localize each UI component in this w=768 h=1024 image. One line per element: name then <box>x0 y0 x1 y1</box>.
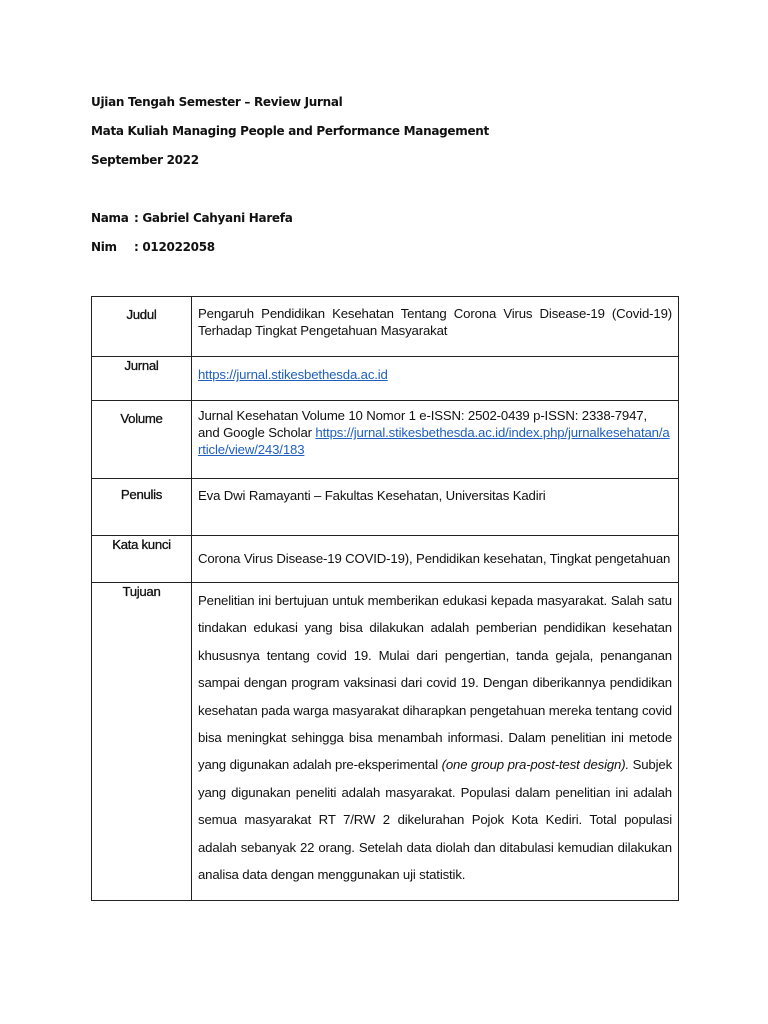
jurnal-value <box>192 357 679 401</box>
volume-text: Jurnal Kesehatan Volume 10 Nomor 1 e-ISSN: 2502-0439 p-ISSN: 2338-7947, and Google Scholar <box>198 408 647 440</box>
tujuan-value <box>192 583 679 901</box>
journal-review-table <box>91 296 679 901</box>
judul-value: Pengaruh Pendidikan Kesehatan Tentang Corona Virus Disease-19 (Covid-19) Terhadap Tingkat Pengetahuan Masyarakat <box>192 297 679 357</box>
row-volume <box>92 401 679 479</box>
volume-value <box>192 401 679 479</box>
penulis-value: Eva Dwi Ramayanti – Fakultas Kesehatan, Universitas Kadiri <box>192 479 679 536</box>
kata-kunci-value: Corona Virus Disease-19 COVID-19), Pendidikan kesehatan, Tingkat pengetahuan <box>192 536 679 583</box>
tujuan-label: Tujuan <box>92 583 192 901</box>
row-kata-kunci <box>92 536 679 583</box>
tujuan-text-2: Subjek yang digunakan peneliti adalah masyarakat. Populasi dalam penelitian ini adalah semua masyarakat RT 7/RW 2 dikelurahan Pojok Kota Kediri. Total populasi adalah sebanyak 22 orang. Setelah data diolah dan ditabulasi kemudian dilakukan analisa data dengan menggunakan uji statistik. <box>198 757 673 883</box>
volume-label: Volume <box>92 401 192 479</box>
row-judul <box>92 297 679 357</box>
kata-kunci-label: Kata kunci <box>92 536 192 583</box>
row-penulis <box>92 479 679 536</box>
penulis-label: Penulis <box>92 479 192 536</box>
student-name-row <box>91 211 293 225</box>
exam-title: Ujian Tengah Semester – Review Jurnal <box>91 95 343 109</box>
student-nim-row <box>91 240 215 254</box>
student-name-label: Nama <box>91 211 129 225</box>
row-tujuan <box>92 583 679 901</box>
row-jurnal <box>92 357 679 401</box>
student-name-value: : Gabriel Cahyani Harefa <box>134 211 293 225</box>
tujuan-text-italic: (one group pra-post-test design). <box>441 757 629 773</box>
jurnal-label: Jurnal <box>92 357 192 401</box>
course-title: Mata Kuliah Managing People and Performance Management <box>91 124 489 138</box>
tujuan-text-1: Penelitian ini bertujuan untuk memberikan edukasi kepada masyarakat. Salah satu tindakan edukasi yang bisa dilakukan adalah pemberian pendidikan kesehatan khususnya tentang covid 19. Mulai dari pengertian, tanda gejala, penanganan sampai dengan program vaksinasi dari covid 19. Dengan diberikannya pendidikan kesehatan pada warga masyarakat diharapkan pengetahuan mereka tentang covid bisa meningkat sehingga bisa menambah informasi. Dalam penelitian ini metode yang digunakan adalah pre-eksperimental <box>198 593 672 773</box>
student-nim-value: : 012022058 <box>134 240 215 254</box>
jurnal-link[interactable]: https://jurnal.stikesbethesda.ac.id <box>198 367 388 382</box>
student-nim-label: Nim <box>91 240 117 254</box>
judul-label: Judul <box>92 297 192 357</box>
exam-date: September 2022 <box>91 153 199 167</box>
volume-link[interactable]: https://jurnal.stikesbethesda.ac.id/index.php/jurnalkesehatan/article/view/243/183 <box>198 425 670 457</box>
